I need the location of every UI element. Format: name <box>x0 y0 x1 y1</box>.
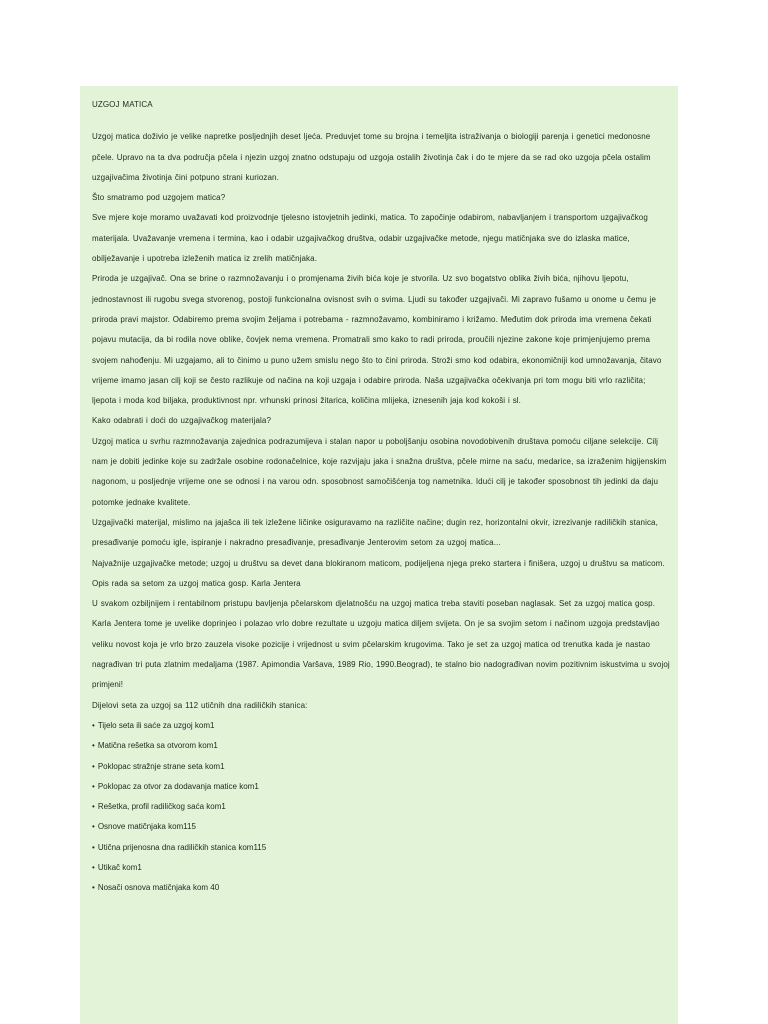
list-item: • Rešetka, profil radiličkog saća kom1 <box>92 802 226 812</box>
list-item: • Utikač kom1 <box>92 862 142 872</box>
list-item: • Utična prijenosna dna radiličkih stanica kom115 <box>92 842 267 852</box>
list-item: • Poklopac za otvor za dodavanja matice kom1 <box>92 781 259 791</box>
paragraph-intro: Uzgoj matica doživio je velike napretke posljednjih deset ljeća. Preduvjet tome su brojna i temeljita istraživanja o biologiji parenja i genetici medonosne pčele. Upravo na ta dva područja pčela i njezin uzgoj znatno odstupaju od uzgoja ostalih životinja čak i do te mjere da se rad oko uzgoja pčela ostalim uzgajivačima životinja čini potpuno strani kuriozan. <box>92 132 651 182</box>
list-intro: Dijelovi seta za uzgoj sa 112 utičnih dna radiličkih stanica: <box>92 700 308 710</box>
question-material: Kako odabrati i doći do uzgajivačkog materijala? <box>92 416 272 426</box>
paragraph-material: Uzgajivački materijal, mislimo na jajašca ili tek izležene ličinke osiguravamo na različite načine; dugin rez, horizontalni okvir, izrezivanje radiličkih stanica, presađivanje pomoću igle, ispiranje i nakradno presađivanje, presađivanje Jenterovim setom za uzgoj matica... <box>92 517 658 548</box>
bullet-icon: • <box>92 883 95 893</box>
bullet-icon: • <box>92 862 95 872</box>
list-item: • Poklopac stražnje strane seta kom1 <box>92 761 225 771</box>
bullet-icon: • <box>92 781 95 791</box>
paragraph-nature: Priroda je uzgajivač. Ona se brine o razmnožavanju i o promjenama živih bića koje je stvorila. Uz svo bogatstvo oblika živih bića, njihovu ljepotu, jednostavnost ili rugobu svega stvorenog, postoji funkcionalna ovisnost svih o svima. Ljudi su također uzgajivači. Mi zapravo fušamo u onome u čemu je priroda pravi majstor. Odabiremo prema svojim željama i potrebama - razmnožavamo, kombiniramo i križamo. Međutim dok priroda ima vremena čekati pojavu mutacija, da bi rodila nove oblike, čovjek nema vremena. Promatrali smo kako to radi priroda, proučili njezine zakone koje primjenjujemo prema svojem nahođenju. Mi uzgajamo, ali to činimo u puno užem smislu nego što to čini priroda. Stroži smo kod odabira, ekonomičniji kod umnožavanja, čitavo vrijeme imamo jasan cilj koji se često razlikuje od načina na koji uzgaja i odabire priroda. Naša uzgajivačka očekivanja pri tom mogu biti vrlo različita; ljepota i moda kod biljaka, produktivnost npr. vrhunski prinosi žitarica, količina mlijeka, iznesenih jaja kod kokoši i sl. <box>92 274 662 406</box>
parts-list <box>92 716 670 899</box>
bullet-icon: • <box>92 741 95 751</box>
section-heading-jenter: Opis rada sa setom za uzgoj matica gosp. Karla Jentera <box>92 578 301 588</box>
document-page <box>80 86 678 1024</box>
paragraph-jenter: U svakom ozbiljnijem i rentabilnom pristupu bavljenja pčelarskom djelatnošću na uzgoj matica treba staviti poseban naglasak. Set za uzgoj matica gosp. Karla Jentera tome je uvelike doprinjeo i polazao vrlo dobre rezultate u uzgoju matica diljem svijeta. On je sa svojim setom i načinom uzgoja predstavljao veliku novost koja je vrlo brzo zauzela visoke pozicije i vrijednost u svim pčelarskim krugovima. Tako je set za uzgoj matica od trenutka kada je nastao nagrađivan tri puta zlatnim medaljama (1987. Apimondia Varšava, 1989 Rio, 1990.Beograd), te stalno bio nadograđivan novim pozitivnim iskustvima u svojoj primjeni! <box>92 599 670 690</box>
document-title: UZGOJ MATICA <box>92 100 153 109</box>
paragraph-measures: Sve mjere koje moramo uvažavati kod proizvodnje tjelesno istovjetnih jedinki, matica. To započinje odabirom, nabavljanjem i transportom uzgajivačkog materijala. Uvažavanje vremena i termina, kao i odabir uzgajivačkog društva, odabir uzgajivačke metode, njegu matičnjaka sve do izlaska matice, obilježavanje i upotreba izleženih matica iz zrelih matičnjaka. <box>92 213 648 264</box>
bullet-icon: • <box>92 761 95 771</box>
list-item: • Tijelo seta ili saće za uzgoj kom1 <box>92 720 215 730</box>
bullet-icon: • <box>92 822 95 832</box>
bullet-icon: • <box>92 720 95 730</box>
list-item: • Osnove matičnjaka kom115 <box>92 822 196 832</box>
question-heading: Što smatramo pod uzgojem matica? <box>92 193 226 203</box>
list-item: • Matična rešetka sa otvorom kom1 <box>92 741 218 751</box>
bullet-icon: • <box>92 802 95 812</box>
list-item: • Nosači osnova matičnjaka kom 40 <box>92 883 220 893</box>
bullet-icon: • <box>92 842 95 852</box>
paragraph-selection: Uzgoj matica u svrhu razmnožavanja zajednica podrazumijeva i stalan napor u poboljšanju osobina novodobivenih društava pomoću ciljane selekcije. Cilj nam je dobiti jedinke koje su zadržale osobine rodonačelnice, koje razvijaju jaka i snažna društva, pčele mirne na saću, medarice, sa izraženim higijenskim nagonom, u posljednje vrijeme one se odnosi i na varou odn. sposobnost samočišćenja tog nametnika. Idući cilj je također sposobnost tih jedinki da daju potomke jednake kvalitete. <box>92 436 667 507</box>
paragraph-methods: Najvažnije uzgajivačke metode; uzgoj u društvu sa devet dana blokiranom maticom, podijeljena njega preko startera i finišera, uzgoj u društvu sa maticom. <box>92 558 665 568</box>
